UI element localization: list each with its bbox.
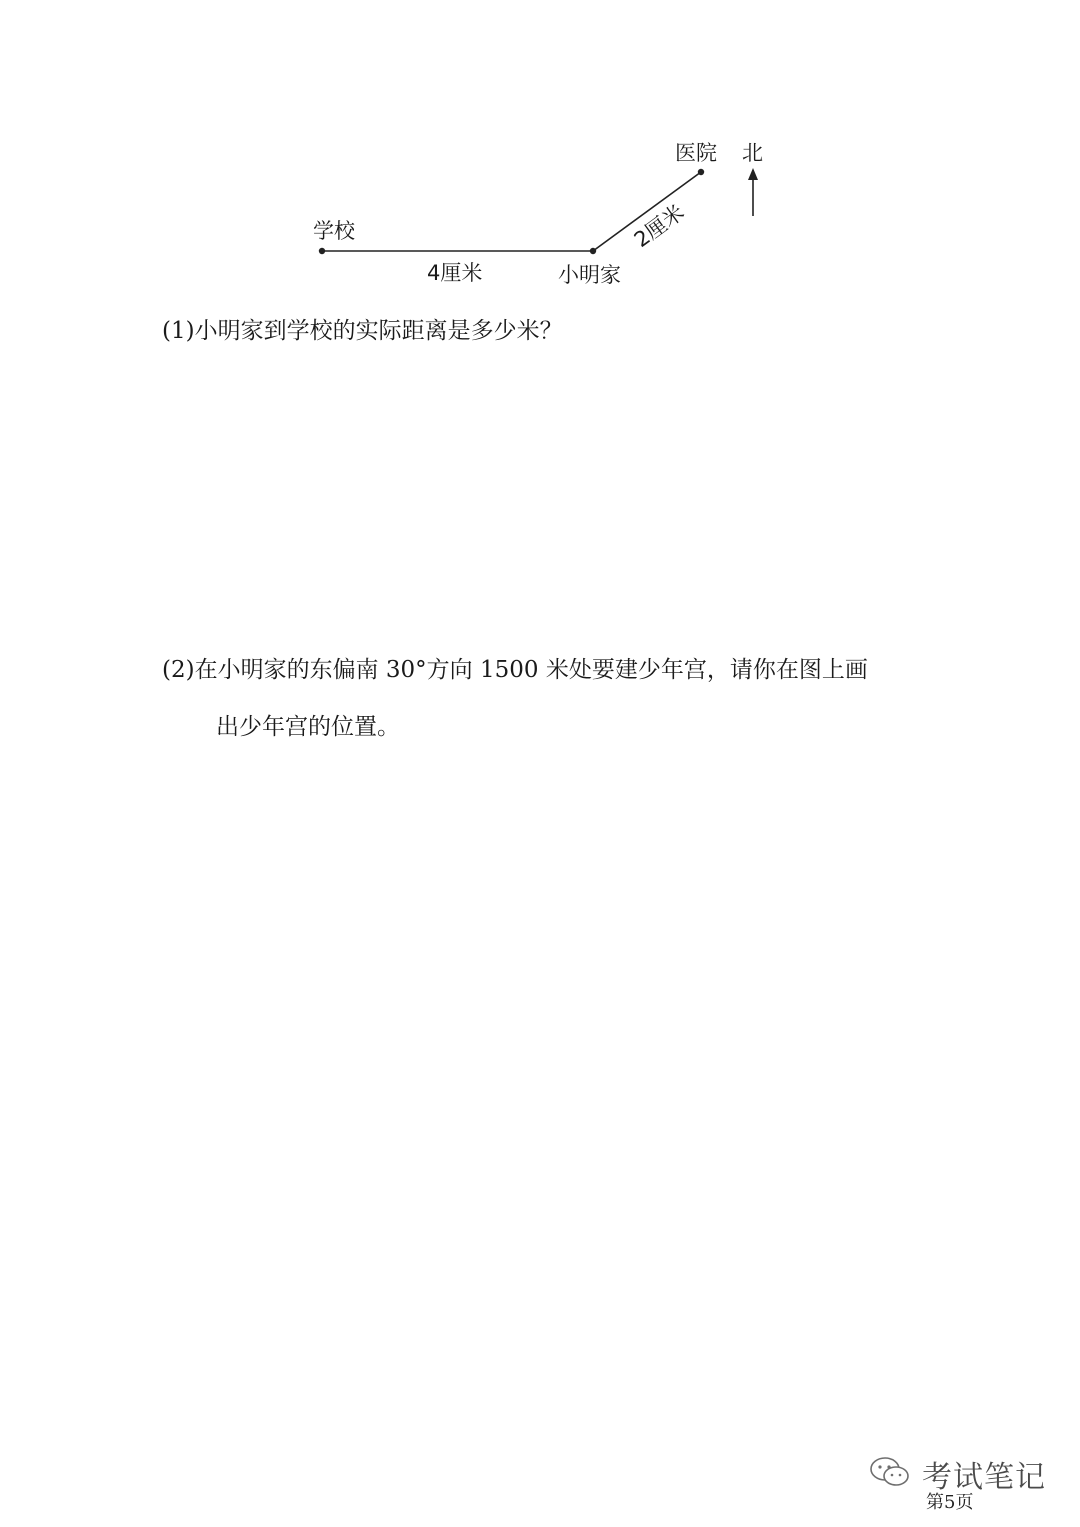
- north-arrow-head: [748, 168, 758, 180]
- watermark: [868, 1452, 1046, 1496]
- page-number: 第5页: [926, 1492, 974, 1513]
- school-point: [319, 248, 325, 254]
- question-2-line-1: (2)在小明家的东偏南 30°方向 1500 米处要建少年宫，请你在图上画: [162, 657, 868, 683]
- home-point: [590, 248, 596, 254]
- watermark-text: 考试笔记: [922, 1460, 1046, 1495]
- map-diagram: [0, 0, 1080, 320]
- school-label: 学校: [313, 219, 355, 243]
- wechat-icon: [868, 1454, 912, 1494]
- home-hospital-distance-label: 2厘米: [629, 200, 689, 253]
- hospital-point: [698, 169, 704, 175]
- north-label: 北: [742, 141, 763, 165]
- question-2-line-2: 出少年宫的位置。: [216, 714, 400, 740]
- question-1: (1)小明家到学校的实际距离是多少米？: [162, 318, 563, 344]
- home-label: 小明家: [558, 263, 621, 287]
- school-home-distance-label: 4厘米: [427, 261, 483, 285]
- hospital-label: 医院: [675, 141, 717, 165]
